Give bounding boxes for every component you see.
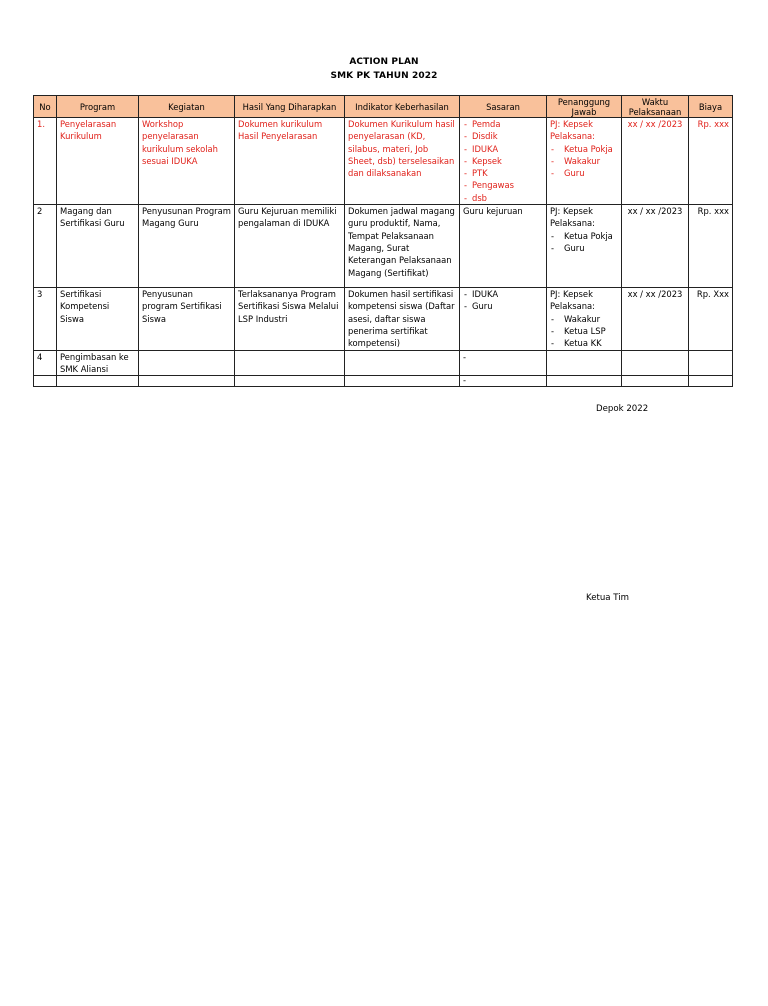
list-item: - Ketua Pokja — [550, 143, 618, 155]
row-indikator: Dokumen jadwal magang guru produktif, Nama, Tempat Pelaksanaan Magang, Surat Keterangan Pelaksanaan Magang (Sertifikat) — [345, 205, 460, 288]
list-item: - Ketua LSP — [550, 325, 618, 337]
row-penanggung-jawab — [547, 288, 622, 350]
row-biaya: Rp. Xxx — [689, 288, 733, 350]
document-subtitle: SMK PK TAHUN 2022 — [330, 71, 438, 81]
row-no: 3 — [34, 288, 57, 350]
row-program: Magang dan Sertifikasi Guru — [57, 205, 139, 288]
list-item: - Wakakur — [550, 313, 618, 325]
list-item: - Ketua KK — [550, 337, 618, 349]
row-biaya: Rp. xxx — [689, 118, 733, 205]
table-row — [34, 288, 733, 350]
row-hasil — [235, 350, 345, 376]
row-biaya — [689, 350, 733, 376]
table-row — [34, 118, 733, 205]
document-title: ACTION PLAN — [349, 57, 419, 67]
row-sasaran: - — [460, 376, 547, 387]
row-program: Pengimbasan ke SMK Aliansi — [57, 350, 139, 376]
table-row — [34, 205, 733, 288]
row-sasaran — [460, 118, 547, 205]
header-waktu: Waktu Pelaksanaan — [622, 96, 689, 118]
row-waktu: xx / xx /2023 — [622, 205, 689, 288]
row-waktu — [622, 376, 689, 387]
row-penanggung-jawab — [547, 118, 622, 205]
row-penanggung-jawab — [547, 376, 622, 387]
list-item: - PTK — [463, 167, 543, 179]
row-no: 1. — [34, 118, 57, 205]
pj-sub: Pelaksana: — [550, 301, 595, 312]
header-no: No — [34, 96, 57, 118]
list-item: - IDUKA — [463, 143, 543, 155]
sasaran-list — [463, 288, 543, 313]
row-biaya — [689, 376, 733, 387]
list-item: - Disdik — [463, 130, 543, 142]
table-row — [34, 376, 733, 387]
pj-list — [550, 230, 618, 255]
row-hasil — [235, 376, 345, 387]
signature-role: Ketua Tim — [586, 593, 630, 603]
pj-sub: Pelaksana: — [550, 131, 595, 142]
header-hasil: Hasil Yang Diharapkan — [235, 96, 345, 118]
row-no: 4 — [34, 350, 57, 376]
list-item: - Pemda — [463, 118, 543, 130]
row-program: Penyelarasan Kurikulum — [57, 118, 139, 205]
row-kegiatan: Penyusunan Program Magang Guru — [139, 205, 235, 288]
row-biaya: Rp. xxx — [689, 205, 733, 288]
pj-head: PJ: Kepsek — [550, 119, 593, 129]
table-header-row — [34, 96, 733, 118]
row-no — [34, 376, 57, 387]
pj-list — [550, 313, 618, 350]
row-indikator: Dokumen Kurikulum hasil penyelarasan (KD, silabus, materi, Job Sheet, dsb) terselesaikan dan dilaksanakan — [345, 118, 460, 205]
row-waktu: xx / xx /2023 — [622, 288, 689, 350]
row-hasil: Guru Kejuruan memiliki pengalaman di IDUKA — [235, 205, 345, 288]
row-waktu: xx / xx /2023 — [622, 118, 689, 205]
row-kegiatan: Workshop penyelarasan kurikulum sekolah sesuai IDUKA — [139, 118, 235, 205]
row-kegiatan: Penyusunan program Sertifikasi Siswa — [139, 288, 235, 350]
row-indikator: Dokumen hasil sertifikasi kompetensi siswa (Daftar asesi, daftar siswa penerima sertifikat kompetensi) — [345, 288, 460, 350]
header-program: Program — [57, 96, 139, 118]
pj-head: PJ: Kepsek — [550, 206, 593, 217]
row-sasaran: - — [460, 350, 547, 376]
list-item: - Kepsek — [463, 155, 543, 167]
row-no: 2 — [34, 205, 57, 288]
row-waktu — [622, 350, 689, 376]
header-biaya: Biaya — [689, 96, 733, 118]
place-date: Depok 2022 — [596, 404, 649, 414]
table-row — [34, 350, 733, 376]
list-item: - IDUKA — [463, 288, 543, 300]
row-program — [57, 376, 139, 387]
row-penanggung-jawab — [547, 205, 622, 288]
action-plan-table — [33, 95, 733, 387]
pj-head: PJ: Kepsek — [550, 289, 593, 300]
row-hasil: Dokumen kurikulum Hasil Penyelarasan — [235, 118, 345, 205]
row-indikator — [345, 350, 460, 376]
pj-sub: Pelaksana: — [550, 218, 595, 229]
list-item: - Guru — [550, 167, 618, 179]
header-kegiatan: Kegiatan — [139, 96, 235, 118]
row-sasaran: Guru kejuruan — [460, 205, 547, 288]
list-item: - dsb — [463, 192, 543, 204]
row-kegiatan — [139, 376, 235, 387]
list-item: - Wakakur — [550, 155, 618, 167]
list-item: - Guru — [550, 242, 618, 254]
row-penanggung-jawab — [547, 350, 622, 376]
header-sasaran: Sasaran — [460, 96, 547, 118]
list-item: - Ketua Pokja — [550, 230, 618, 242]
header-penanggung-jawab: Penanggung Jawab — [547, 96, 622, 118]
row-program: Sertifikasi Kompetensi Siswa — [57, 288, 139, 350]
pj-list — [550, 143, 618, 180]
row-hasil: Terlaksananya Program Sertifikasi Siswa Melalui LSP Industri — [235, 288, 345, 350]
list-item: - Guru — [463, 300, 543, 312]
header-indikator: Indikator Keberhasilan — [345, 96, 460, 118]
row-sasaran — [460, 288, 547, 350]
list-item: - Pengawas — [463, 179, 543, 191]
row-indikator — [345, 376, 460, 387]
sasaran-list — [463, 118, 543, 204]
row-kegiatan — [139, 350, 235, 376]
